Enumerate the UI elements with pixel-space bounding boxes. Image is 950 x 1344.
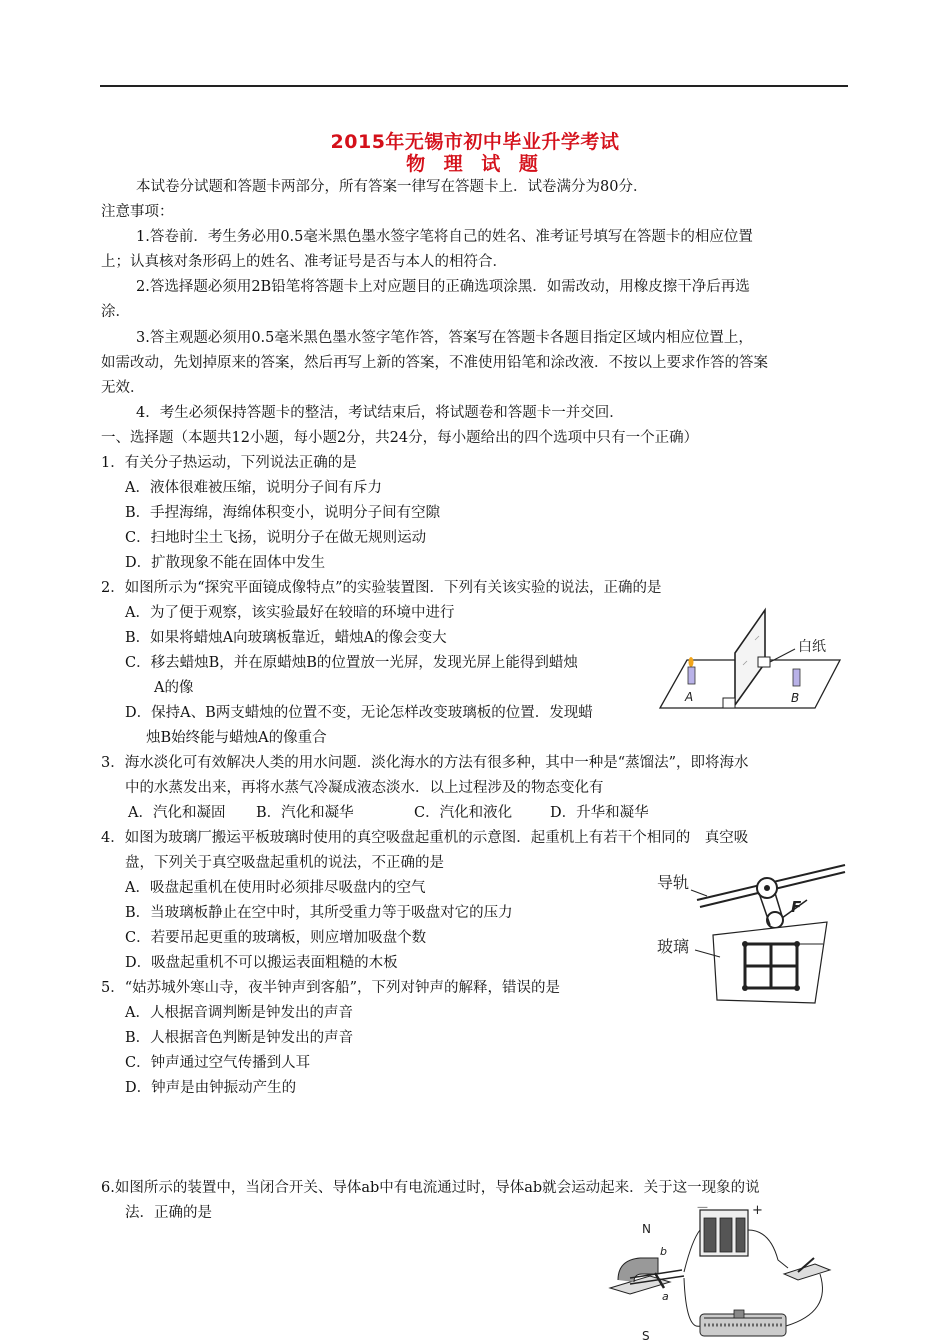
notice-line: 1.答卷前．考生务必用0.5毫米黑色墨水签字笔将自己的姓名、准考证号填写在答题卡的相应位置 bbox=[136, 229, 753, 245]
paper-label: 白纸 bbox=[798, 639, 826, 655]
candle-b-icon bbox=[793, 669, 800, 686]
question-stem: 3．海水淡化可有效解决人类的用水问题．淡化海水的方法有很多种，其中一种是“蒸馏法”，即将海水 bbox=[101, 755, 749, 771]
option: D．吸盘起重机不可以搬运表面粗糙的木板 bbox=[125, 955, 398, 971]
rail-label: 导轨 bbox=[657, 873, 690, 892]
battery-minus-label: － bbox=[696, 1201, 710, 1216]
option: 烛B始终能与蜡烛A的像重合 bbox=[146, 730, 327, 746]
notice-line: 2.答选择题必须用2B铅笔将答题卡上对应题目的正确选项涂黑．如需改动，用橡皮擦干净后再选 bbox=[136, 279, 750, 295]
notice-line: 上；认真核对条形码上的姓名、准考证号是否与本人的相符合． bbox=[101, 254, 507, 270]
glass-label: 玻璃 bbox=[657, 937, 690, 956]
question-stem: 法．正确的是 bbox=[125, 1205, 212, 1221]
option: B．手捏海绵，海绵体积变小，说明分子间有空隙 bbox=[125, 505, 441, 521]
notice-line: 涂． bbox=[101, 304, 130, 320]
option: A．人根据音调判断是钟发出的声音 bbox=[125, 1005, 353, 1021]
option: B．当玻璃板静止在空中时，其所受重力等于吸盘对它的压力 bbox=[125, 905, 513, 921]
north-pole-label: N bbox=[642, 1222, 651, 1236]
option: A的像 bbox=[154, 680, 194, 696]
header-rule bbox=[100, 85, 848, 87]
candle-flame-icon bbox=[689, 657, 694, 667]
option: A．为了便于观察，该实验最好在较暗的环境中进行 bbox=[125, 605, 455, 621]
suction-crane-figure bbox=[655, 860, 850, 1010]
candle-b-label: B bbox=[791, 691, 800, 705]
option: B．汽化和凝华 bbox=[256, 805, 354, 821]
question-stem: 盘，下列关于真空吸盘起重机的说法，不正确的是 bbox=[125, 855, 444, 871]
notice-line: 3.答主观题必须用0.5毫米黑色墨水签字笔作答，答案写在答题卡各题目指定区域内相应位置上， bbox=[136, 330, 753, 346]
option: B．人根据音色判断是钟发出的声音 bbox=[125, 1030, 354, 1046]
question-stem: 2．如图所示为“探究平面镜成像特点”的实验装置图．下列有关该实验的说法，正确的是 bbox=[101, 580, 662, 596]
motor-circuit-figure bbox=[600, 1200, 850, 1344]
option: D．钟声是由钟振动产生的 bbox=[125, 1080, 297, 1096]
option: C．若要吊起更重的玻璃板，则应增加吸盘个数 bbox=[125, 930, 427, 946]
option: A．汽化和凝固 bbox=[128, 805, 226, 821]
candle-a-label: A bbox=[685, 690, 694, 704]
notice-label: 注意事项： bbox=[101, 204, 174, 220]
question-stem: 中的水蒸发出来，再将水蒸气冷凝成液态淡水．以上过程涉及的物态变化有 bbox=[125, 780, 604, 796]
option: C．移去蜡烛B，并在原蜡烛B的位置放一光屏，发现光屏上能得到蜡烛 bbox=[125, 655, 578, 671]
page-title: 2015年无锡市初中毕业升学考试 bbox=[330, 131, 620, 153]
option: A．液体很难被压缩，说明分子间有斥力 bbox=[125, 480, 382, 496]
section-heading: 一、选择题（本题共12小题，每小题2分，共24分，每小题给出的四个选项中只有一个正确） bbox=[101, 430, 699, 446]
notice-line: 4．考生必须保持答题卡的整洁，考试结束后，将试题卷和答题卡一并交回． bbox=[136, 405, 624, 421]
conductor-a-label: a bbox=[662, 1290, 669, 1303]
question-stem: 5．“姑苏城外寒山寺，夜半钟声到客船”，下列对钟声的解释，错误的是 bbox=[101, 980, 561, 996]
conductor-b-label: b bbox=[660, 1245, 667, 1258]
question-stem: 6.如图所示的装置中，当闭合开关、导体ab中有电流通过时，导体ab就会运动起来．关于这一现象的说 bbox=[101, 1180, 760, 1196]
option: D．升华和凝华 bbox=[550, 805, 649, 821]
candle-a-icon bbox=[688, 667, 695, 684]
switch-icon bbox=[784, 1264, 830, 1280]
option: B．如果将蜡烛A向玻璃板靠近，蜡烛A的像会变大 bbox=[125, 630, 447, 646]
mirror-experiment-figure bbox=[655, 605, 850, 715]
page-subtitle: 物 理 试 题 bbox=[406, 153, 544, 175]
option: D．保持A、B两支蜡烛的位置不变，无论怎样改变玻璃板的位置．发现蜡 bbox=[125, 705, 593, 721]
question-stem: 1．有关分子热运动，下列说法正确的是 bbox=[101, 455, 357, 471]
option: D．扩散现象不能在固体中发生 bbox=[125, 555, 326, 571]
notice-line: 无效． bbox=[101, 380, 145, 396]
option: C．汽化和液化 bbox=[414, 805, 513, 821]
battery-plus-label: + bbox=[752, 1203, 763, 1218]
force-label: F bbox=[791, 898, 802, 916]
option: C．钟声通过空气传播到人耳 bbox=[125, 1055, 311, 1071]
notice-line: 如需改动，先划掉原来的答案，然后再写上新的答案，不准使用铅笔和涂改液．不按以上要求作答的答案 bbox=[101, 355, 768, 371]
option: A．吸盘起重机在使用时必须排尽吸盘内的空气 bbox=[125, 880, 426, 896]
option: C．扫地时尘土飞扬，说明分子在做无规则运动 bbox=[125, 530, 427, 546]
intro-text: 本试卷分试题和答题卡两部分，所有答案一律写在答题卡上．试卷满分为80分． bbox=[136, 179, 648, 195]
question-stem: 4．如图为玻璃厂搬运平板玻璃时使用的真空吸盘起重机的示意图．起重机上有若干个相同的 真空吸 bbox=[101, 830, 749, 846]
south-pole-label: S bbox=[642, 1329, 650, 1343]
